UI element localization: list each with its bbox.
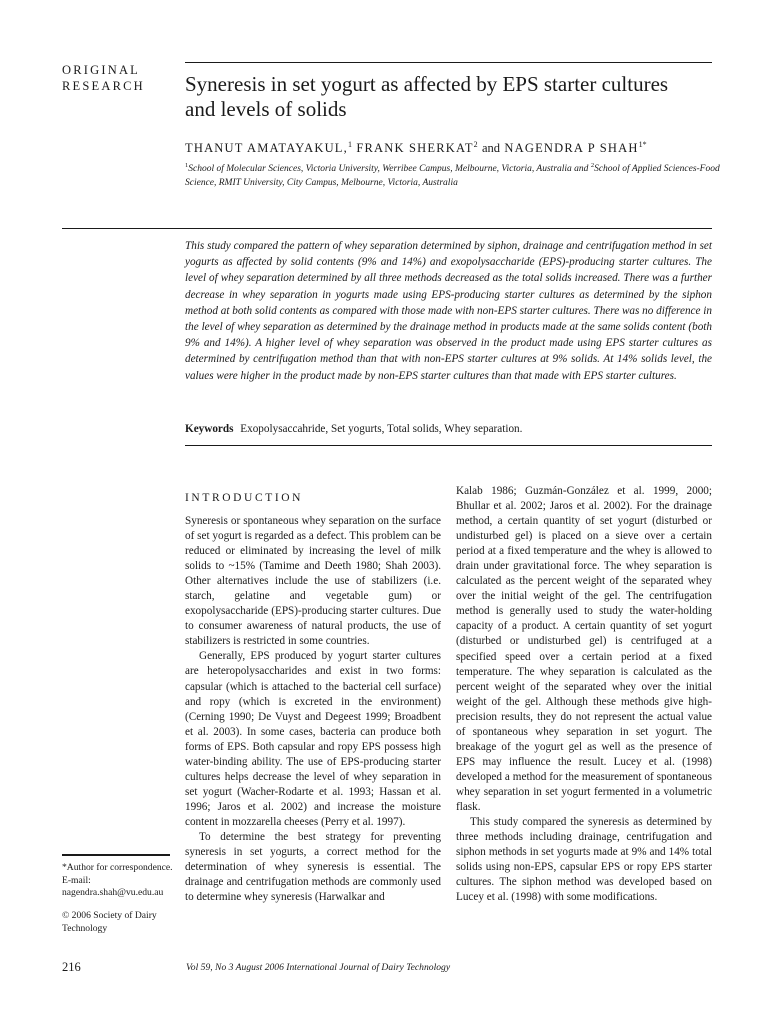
paragraph: To determine the best strategy for preventing syneresis in set yogurts, a correct method for the determination of whey syneresis is essential. The drainage and centrifugation methods are commonly used to determine whey syneresis (Harwalkar and [185, 830, 441, 904]
author-3: NAGENDRA P SHAH [504, 141, 639, 156]
section-heading-introduction: INTRODUCTION [185, 492, 304, 504]
author-2: FRANK SHERKAT [356, 141, 474, 156]
affil-text-2: School of Applied Sciences-Food Science, RMIT University, City Campus, Melbourne, Victoria, Australia [185, 164, 720, 189]
paragraph: Generally, EPS produced by yogurt starter cultures are heteropolysaccharides and exist in two forms: capsular (which is attached to the bacterial cell surface) and ropy (which is excreted in the environment) (Cerning 1990; De Vuyst and Degeest 1999; Broadbent et al. 2003). In some cases, bacteria can produce both forms of EPS. Both capsular and ropy EPS possess high water-binding ability. The use of EPS-producing starter cultures helps decrease the level of whey separation in set yogurt (Wacher-Rodarte et al. 1993; Hassan et al. 1996; Jaros et al. 2002) and increase the moisture content in mozzarella cheeses (Perry et al. 1997). [185, 650, 441, 828]
keywords-label: Keywords [185, 423, 234, 435]
author-list [185, 140, 725, 156]
affiliations [185, 159, 725, 190]
journal-citation: Vol 59, No 3 August 2006 International Journal of Dairy Technology [186, 962, 451, 973]
author-1: THANUT AMATAYAKUL, [185, 141, 348, 156]
keywords-text: Exopolysaccahride, Set yogurts, Total solids, Whey separation. [240, 423, 523, 435]
abstract-top-rule [62, 228, 712, 229]
copyright-note: © 2006 Society of Dairy Technology [62, 910, 157, 934]
footnote-rule [62, 854, 170, 856]
section-label-line-1: ORIGINAL [62, 63, 141, 77]
affil-marker-2: 2 [590, 162, 595, 169]
abstract: This study compared the pattern of whey separation determined by siphon, drainage and centrifugation method in set yogurts as affected by solid contents (9% and 14%) and exopolysaccharide (EPS)-producing starter cultures. The level of whey separation determined by all three methods decreased as the total solids increased. There was a further decrease in whey separation in yogurts made using EPS-producing starter cultures as determined by the siphon method at both solid contents as compared with those made with non-EPS starter cultures. There was no difference in the level of whey separation as determined by the drainage method in products made at the same solids content (both 9% and 14%). A higher level of whey separation was observed in the product made using EPS starter cultures as determined by centrifugation method than that with non-EPS starter cultures at 9% solids. At 14% solids level, the values were higher in the product made by non-EPS starter cultures than that made with EPS starter cultures. [185, 240, 712, 382]
abstract-bottom-rule [185, 445, 712, 446]
article-title [185, 72, 725, 122]
body-column-left [185, 514, 441, 905]
header-rule [185, 62, 712, 63]
section-label [62, 62, 172, 94]
author-conjunction: and [482, 141, 501, 156]
author-3-affil: 1* [638, 140, 647, 149]
body-column-right [456, 484, 712, 905]
article-title-line-2: and levels of solids [185, 97, 347, 121]
paragraph: This study compared the syneresis as determined by three methods including drainage, centrifugation and siphon methods in set yogurts made at 9% and 14% total solids using non-EPS, capsular EPS or ropy EPS starter cultures. The siphon method was developed based on Lucey et al. (1998) with some modifications. [456, 816, 712, 904]
page-number: 216 [62, 960, 81, 974]
article-title-line-1: Syneresis in set yogurt as affected by EPS starter cultures [185, 72, 669, 96]
paragraph: Kalab 1986; Guzmán-González et al. 1999, 2000; Bhullar et al. 2002; Jaros et al. 2002). For the drainage method, a certain quantity of set yogurt (disturbed or undisturbed gel) is placed on a sieve over a certain period at a fixed temperature and the whey is allowed to drain under gravitational force. The whey separation is calculated as the percent weight of the separated whey over the initial weight of the gel. The centrifugation method is generally used to study the water-holding capacity of a product. A certain quantity of set yogurt (disturbed or undisturbed gel) is centrifuged at a specified speed over a certain period at a fixed temperature. The whey separation is calculated as the percent weight of the separated whey over the initial weight of the gel. Although these methods give high-precision results, they do not represent the actual value of spontaneous whey separation in set yogurt. The breakage of the yogurt gel as well as the presence of EPS may influence the result. Lucey et al. (1998) developed a method for the measurement of spontaneous whey separation in set yogurt fermented in a volumetric flask. [456, 485, 712, 813]
author-correspondence-note: *Author for correspondence. E-mail: nagendra.shah@vu.edu.au [62, 862, 173, 898]
affil-marker-1: 1 [185, 162, 189, 169]
paragraph: Syneresis or spontaneous whey separation on the surface of set yogurt is regarded as a defect. This problem can be reduced or eliminated by increasing the level of milk solids to ~15% (Tamime and Deeth 1980; Shah 2003). Other alternatives include the use of stabilizers (i.e. starch, gelatine and vegetable gum) or exopolysaccharide (EPS)-producing starter cultures. Due to consumer awareness of natural products, the use of stabilizers is restricted in some countries. [185, 515, 441, 648]
affil-text-1: School of Molecular Sciences, Victoria University, Werribee Campus, Melbourne, Victoria, Australia and [188, 164, 591, 175]
keywords [185, 421, 712, 437]
author-1-affil: 1 [347, 140, 352, 149]
section-label-line-2: RESEARCH [62, 79, 145, 93]
author-2-affil: 2 [473, 140, 478, 149]
